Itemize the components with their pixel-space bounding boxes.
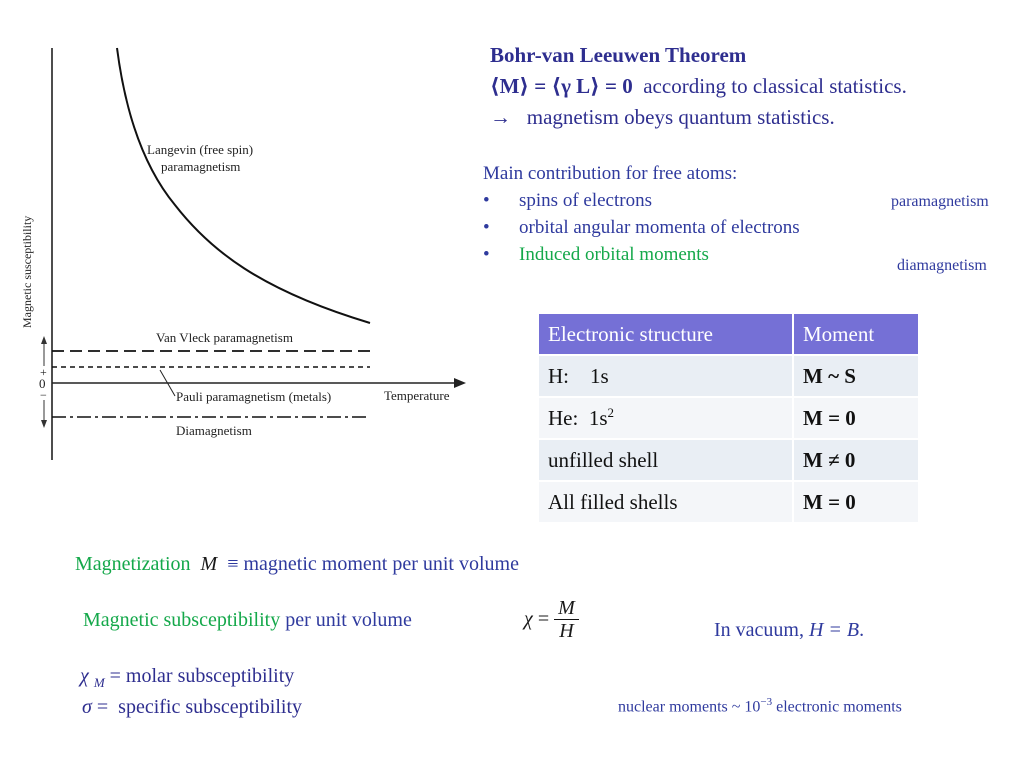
susceptibility-figure <box>0 0 480 470</box>
equals-sign: = <box>537 608 550 630</box>
table-header: Moment <box>793 313 919 355</box>
bullet-icon: • <box>483 244 490 265</box>
vacuum-line <box>714 619 864 642</box>
fraction-numerator: M <box>554 597 579 620</box>
theorem-block <box>490 40 907 133</box>
molar-definition: = molar subsceptibility <box>109 665 295 687</box>
table-row <box>538 481 919 523</box>
pauli-label: Pauli paramagnetism (metals) <box>176 389 332 404</box>
table-header: Electronic structure <box>538 313 793 355</box>
bullet-icon: • <box>483 190 490 211</box>
magnetization-definition: ≡ magnetic moment per unit volume <box>227 553 519 575</box>
table-row <box>538 355 919 397</box>
moment-cell: M = 0 <box>793 397 919 439</box>
table-header-row <box>538 313 919 355</box>
vacuum-period: . <box>859 619 865 641</box>
table-row <box>538 397 919 439</box>
superscript: 2 <box>607 405 614 420</box>
van-vleck-label: Van Vleck paramagnetism <box>156 330 293 345</box>
nuclear-note <box>618 696 902 716</box>
langevin-label-line2: paramagnetism <box>161 159 241 174</box>
fraction-denominator: H <box>559 620 574 642</box>
structure-cell: All filled shells <box>538 481 793 523</box>
specific-symbol: σ <box>82 696 92 718</box>
molar-symbol: χ <box>80 665 89 687</box>
moment-cell: M = 0 <box>793 481 919 523</box>
vacuum-equation: H = B <box>808 619 860 641</box>
contributions-block <box>483 160 800 268</box>
diamagnetism-note: diamagnetism <box>897 257 987 274</box>
fraction <box>554 597 579 642</box>
contribution-text: orbital angular momenta of electrons <box>519 217 800 238</box>
electronic-structure-table <box>537 312 920 524</box>
chi-symbol: χ <box>524 608 533 630</box>
vacuum-prefix: In vacuum, <box>714 619 804 641</box>
theorem-equation-note: according to classical statistics. <box>643 74 907 98</box>
magnetization-label: Magnetization <box>75 553 191 575</box>
paramagnetism-note: paramagnetism <box>891 193 989 210</box>
susceptibility-line <box>83 609 412 632</box>
plus-arrowhead <box>41 336 47 344</box>
minus-arrowhead <box>41 420 47 428</box>
contribution-item <box>483 214 800 241</box>
nuclear-note-suffix: electronic moments <box>772 698 902 716</box>
chi-equation <box>524 597 579 642</box>
table-row <box>538 439 919 481</box>
x-axis-arrowhead <box>454 378 466 388</box>
structure-cell: unfilled shell <box>538 439 793 481</box>
structure-cell: H: 1s <box>538 355 793 397</box>
langevin-label-line1: Langevin (free spin) <box>147 142 254 157</box>
contribution-item <box>483 187 800 214</box>
contribution-text: Induced orbital moments <box>519 244 709 265</box>
plus-label: + <box>40 365 47 379</box>
theorem-conclusion: magnetism obeys quantum statistics. <box>526 105 835 129</box>
magnetization-line <box>75 553 519 576</box>
structure-cell: He: $1s^2$ <box>538 397 793 439</box>
theorem-conclusion-line <box>490 102 907 133</box>
contribution-item <box>483 241 800 268</box>
molar-subscript: M <box>93 675 105 690</box>
specific-line <box>82 696 302 719</box>
theorem-title: Bohr-van Leeuwen Theorem <box>490 43 747 67</box>
theorem-equation: ⟨M⟩ = ⟨γ L⟩ = 0 <box>490 74 633 98</box>
nuclear-note-prefix: nuclear moments ~ 10 <box>618 698 761 716</box>
moment-cell: M ~ S <box>793 355 919 397</box>
nuclear-note-exponent: −3 <box>760 696 773 708</box>
langevin-curve <box>117 48 370 323</box>
minus-label: − <box>40 388 47 402</box>
moment-cell: M ≠ 0 <box>793 439 919 481</box>
x-axis-label: Temperature <box>384 388 450 403</box>
theorem-equation-line <box>490 71 907 102</box>
susceptibility-suffix: per unit volume <box>285 609 412 631</box>
bullet-icon: • <box>483 217 490 238</box>
zero-label: 0 <box>39 376 46 391</box>
molar-line <box>80 665 294 691</box>
y-axis-label: Magnetic susceptibility <box>20 215 34 328</box>
magnetization-symbol: M <box>200 553 218 575</box>
susceptibility-label: Magnetic subsceptibility <box>83 609 281 631</box>
specific-definition: = specific subsceptibility <box>96 696 303 718</box>
contribution-text: spins of electrons <box>519 190 652 211</box>
contributions-heading: Main contribution for free atoms: <box>483 163 738 184</box>
diamagnetism-label: Diamagnetism <box>176 423 252 438</box>
arrow-icon: → <box>490 105 511 129</box>
